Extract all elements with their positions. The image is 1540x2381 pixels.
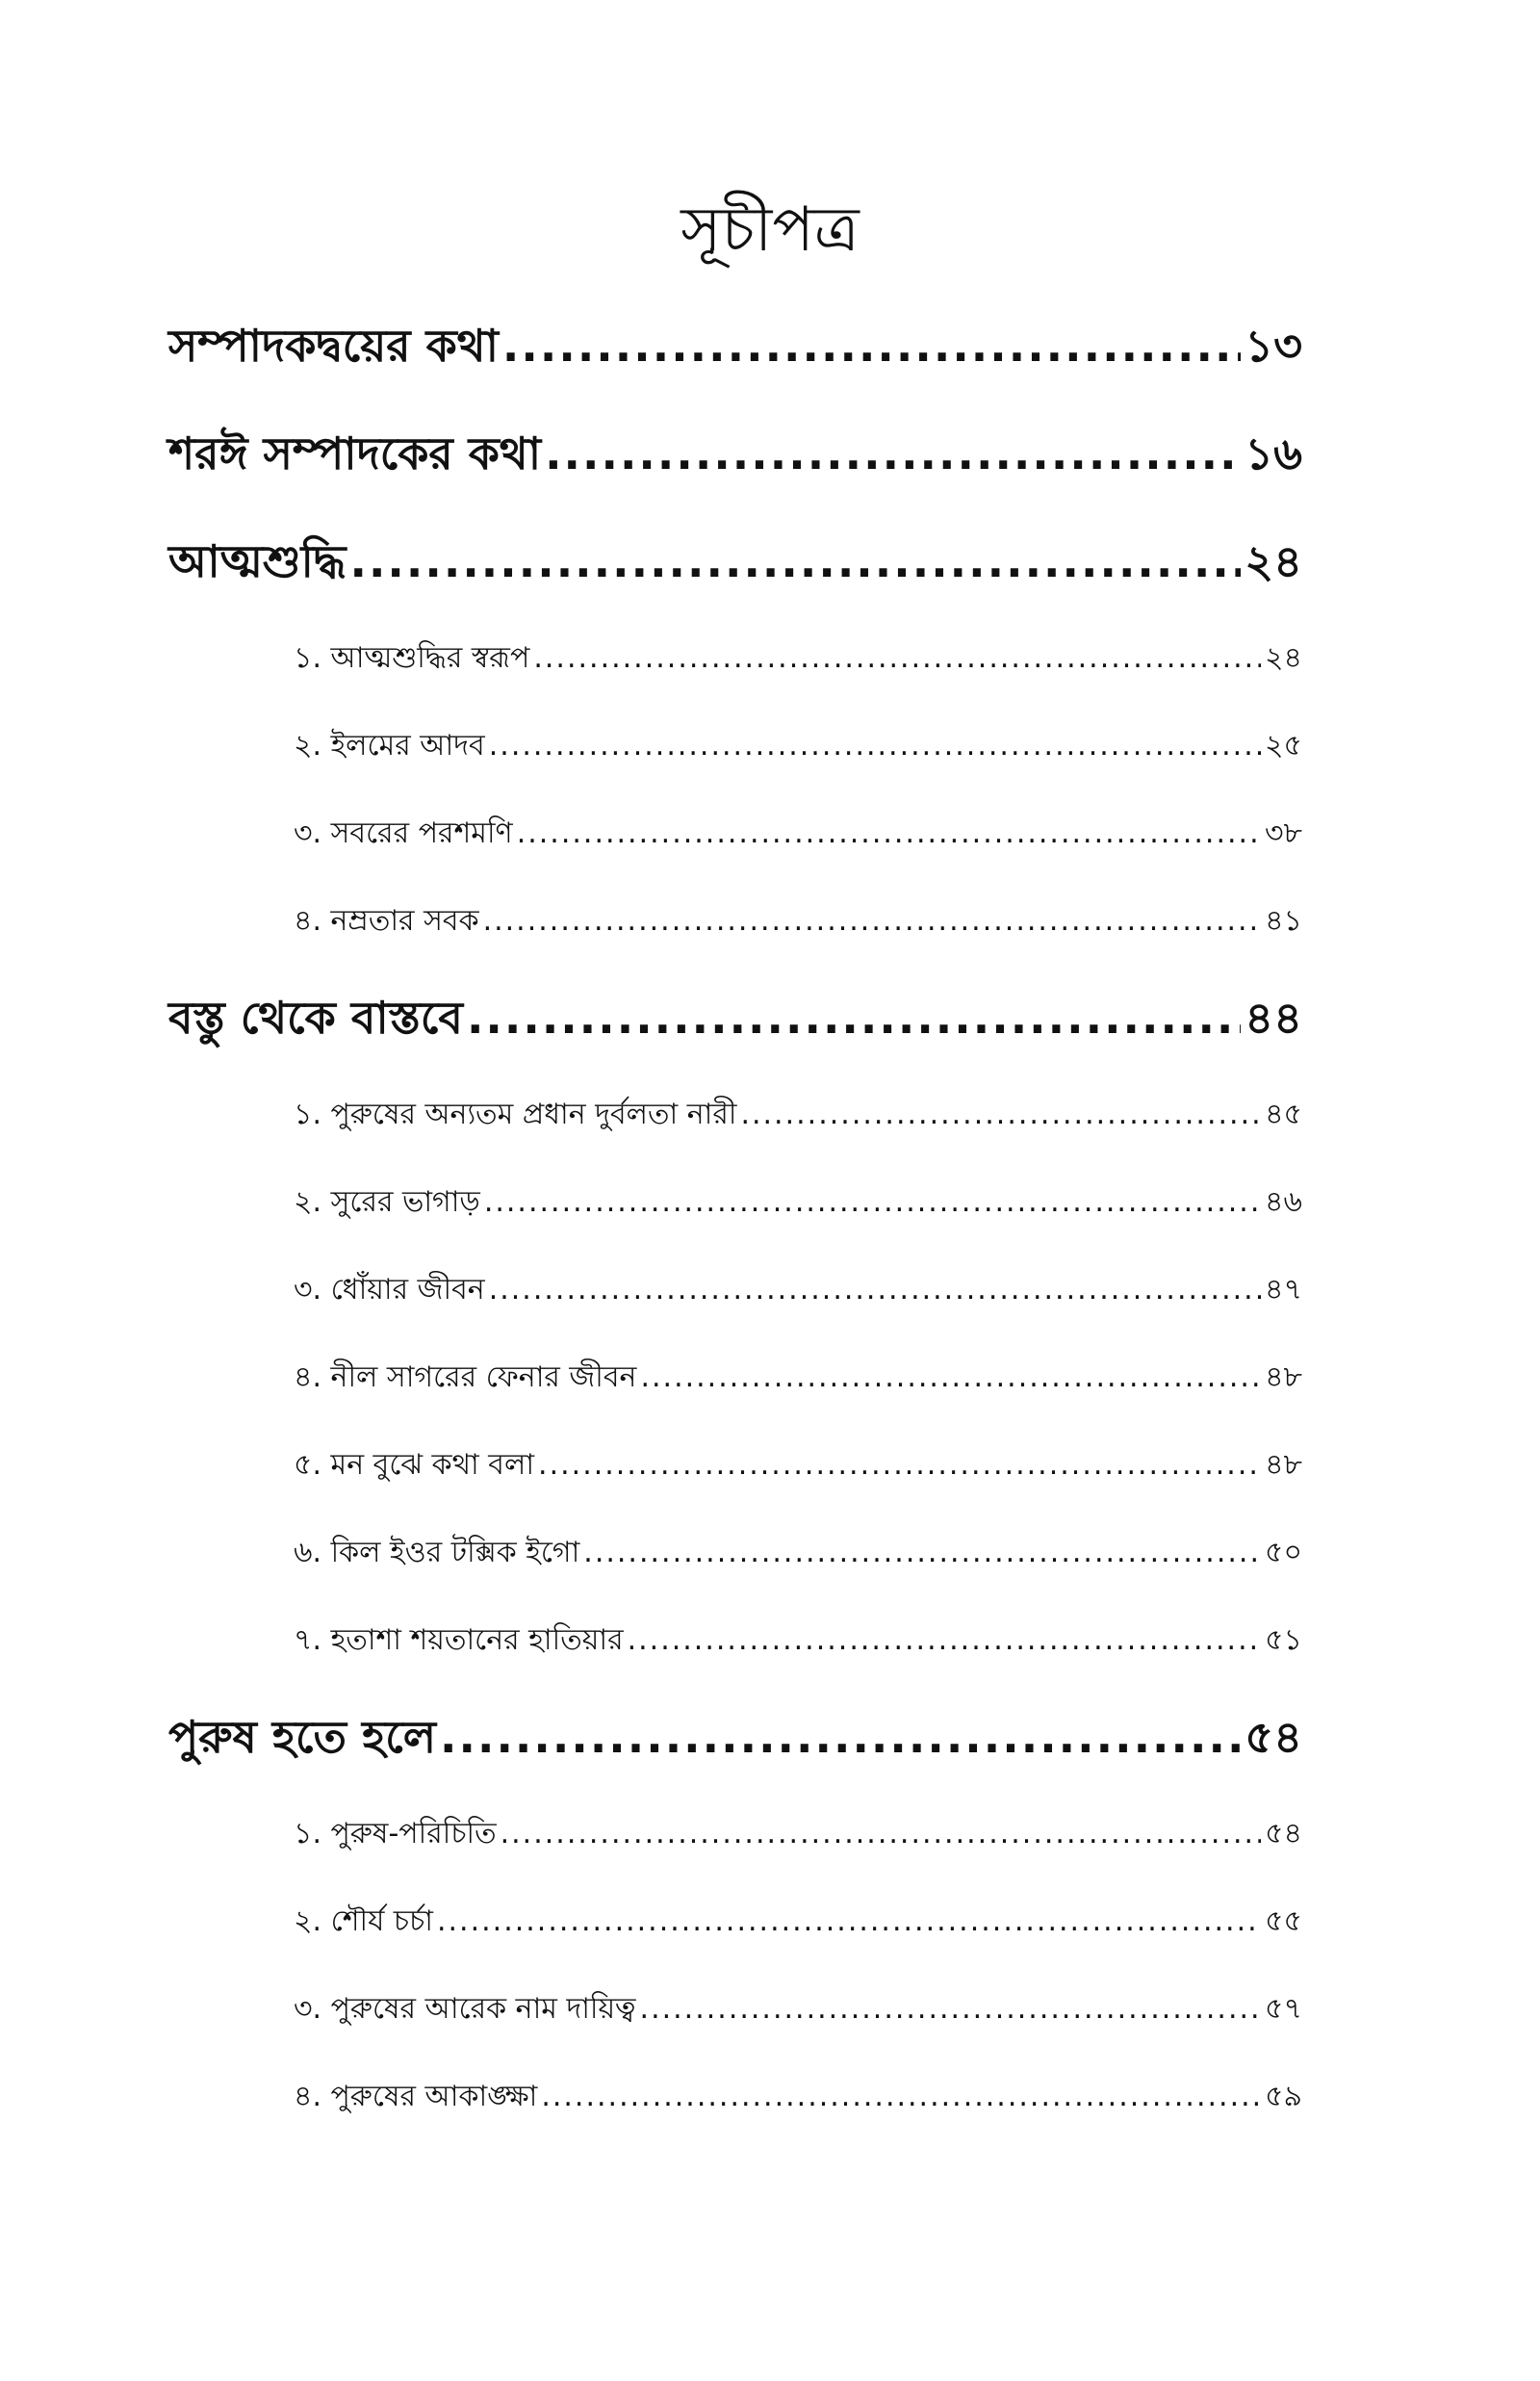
toc-section[interactable]	[168, 1354, 1302, 1441]
dot-leader	[538, 1448, 1261, 1482]
page-number: ৫৭	[1265, 1992, 1302, 2026]
toc-section[interactable]	[168, 2073, 1302, 2161]
section-title: ৩. পুরুষের আরেক নাম দায়িত্ব	[294, 1992, 636, 2026]
page-number: ৪৮	[1265, 1448, 1302, 1482]
toc-section[interactable]	[168, 1810, 1302, 1898]
section-title: ৬. কিল ইওর টক্সিক ইগো	[294, 1536, 580, 1569]
section-title: ৪. নম্রতার সবক	[294, 904, 479, 938]
toc-section[interactable]	[168, 1091, 1302, 1178]
page-number: ৫১	[1265, 1623, 1302, 1657]
page-number: ২৪	[1245, 535, 1302, 587]
section-title: ৪. পুরুষের আকাঙ্ক্ষা	[294, 2080, 538, 2113]
toc-section[interactable]	[168, 1898, 1302, 1985]
toc-section[interactable]	[168, 634, 1302, 722]
page-number: ৪১	[1265, 904, 1302, 938]
chapter-title: আত্মশুদ্ধি	[168, 535, 346, 587]
section-title: ৪. নীল সাগরের ফেনার জীবন	[294, 1360, 637, 1394]
toc-chapter[interactable]	[168, 985, 1302, 1091]
section-title: ৩. ধোঁয়ার জীবন	[294, 1273, 485, 1307]
dot-leader	[541, 2080, 1261, 2113]
page-number: ৪৬	[1265, 1185, 1302, 1219]
toc-section[interactable]	[168, 1985, 1302, 2073]
dot-leader	[483, 904, 1261, 938]
page-number: ৩৮	[1265, 816, 1302, 850]
chapter-title: শরঈ সম্পাদকের কথা	[168, 427, 542, 479]
page-title: সূচীপত্র	[680, 194, 860, 266]
dot-leader	[640, 1360, 1261, 1394]
page-number: ৪৪	[1245, 992, 1302, 1044]
dot-leader	[628, 1623, 1261, 1657]
page-number: ৫৯	[1265, 2080, 1302, 2113]
section-title: ২. শৌর্য চর্চা	[294, 1904, 433, 1938]
section-title: ১. পুরুষ-পরিচিতি	[294, 1817, 497, 1850]
section-title: ৭. হতাশা শয়তানের হাতিয়ার	[294, 1623, 624, 1657]
dot-leader	[489, 729, 1261, 763]
dot-leader	[640, 1992, 1261, 2026]
page-number: ৫৫	[1265, 1904, 1302, 1938]
dot-leader	[533, 641, 1261, 675]
section-title: ৫. মন বুঝে কথা বলা	[294, 1448, 535, 1482]
toc-section[interactable]	[168, 722, 1302, 810]
dot-leader	[545, 427, 1241, 479]
dot-leader	[467, 992, 1241, 1044]
page-number: ৪৭	[1265, 1273, 1302, 1307]
toc-section[interactable]	[168, 1266, 1302, 1354]
chapter-title: সম্পাদকদ্বয়ের কথা	[168, 320, 499, 372]
page-number: ৪৮	[1265, 1360, 1302, 1394]
toc-chapter[interactable]	[168, 421, 1302, 529]
page-number: ৫৪	[1245, 1711, 1302, 1763]
page-number: ৪৫	[1265, 1098, 1302, 1131]
dot-leader	[440, 1711, 1241, 1763]
page-number: ১৬	[1245, 427, 1302, 479]
dot-leader	[740, 1098, 1261, 1131]
toc-chapter[interactable]	[168, 1704, 1302, 1810]
toc-section[interactable]	[168, 1441, 1302, 1529]
toc-section[interactable]	[168, 1617, 1302, 1704]
section-title: ২. সুরের ভাগাড়	[294, 1185, 480, 1219]
dot-leader	[349, 535, 1241, 587]
toc-section[interactable]	[168, 1178, 1302, 1266]
section-title: ১. পুরুষের অন্যতম প্রধান দুর্বলতা নারী	[294, 1098, 737, 1131]
page-number: ১৩	[1245, 320, 1302, 372]
dot-leader	[500, 1817, 1261, 1850]
toc-section[interactable]	[168, 897, 1302, 985]
section-title: ২. ইলমের আদব	[294, 729, 485, 763]
section-title: ৩. সবরের পরশমণি	[294, 816, 513, 850]
page-number: ৫০	[1265, 1536, 1302, 1569]
toc-chapter[interactable]	[168, 529, 1302, 634]
table-of-contents	[168, 313, 1302, 2161]
chapter-title: বস্তু থেকে বাস্তবে	[168, 992, 463, 1044]
dot-leader	[583, 1536, 1261, 1569]
dot-leader	[517, 816, 1261, 850]
section-title: ১. আত্মশুদ্ধির স্বরূপ	[294, 641, 530, 675]
dot-leader	[484, 1185, 1261, 1219]
page-number: ২৫	[1265, 729, 1302, 763]
dot-leader	[489, 1273, 1261, 1307]
page-number: ২৪	[1265, 641, 1302, 675]
toc-section[interactable]	[168, 1529, 1302, 1617]
chapter-title: পুরুষ হতে হলে	[168, 1711, 437, 1763]
page-number: ৫৪	[1265, 1817, 1302, 1850]
dot-leader	[502, 320, 1241, 372]
toc-chapter[interactable]	[168, 313, 1302, 421]
dot-leader	[437, 1904, 1261, 1938]
toc-section[interactable]	[168, 810, 1302, 897]
